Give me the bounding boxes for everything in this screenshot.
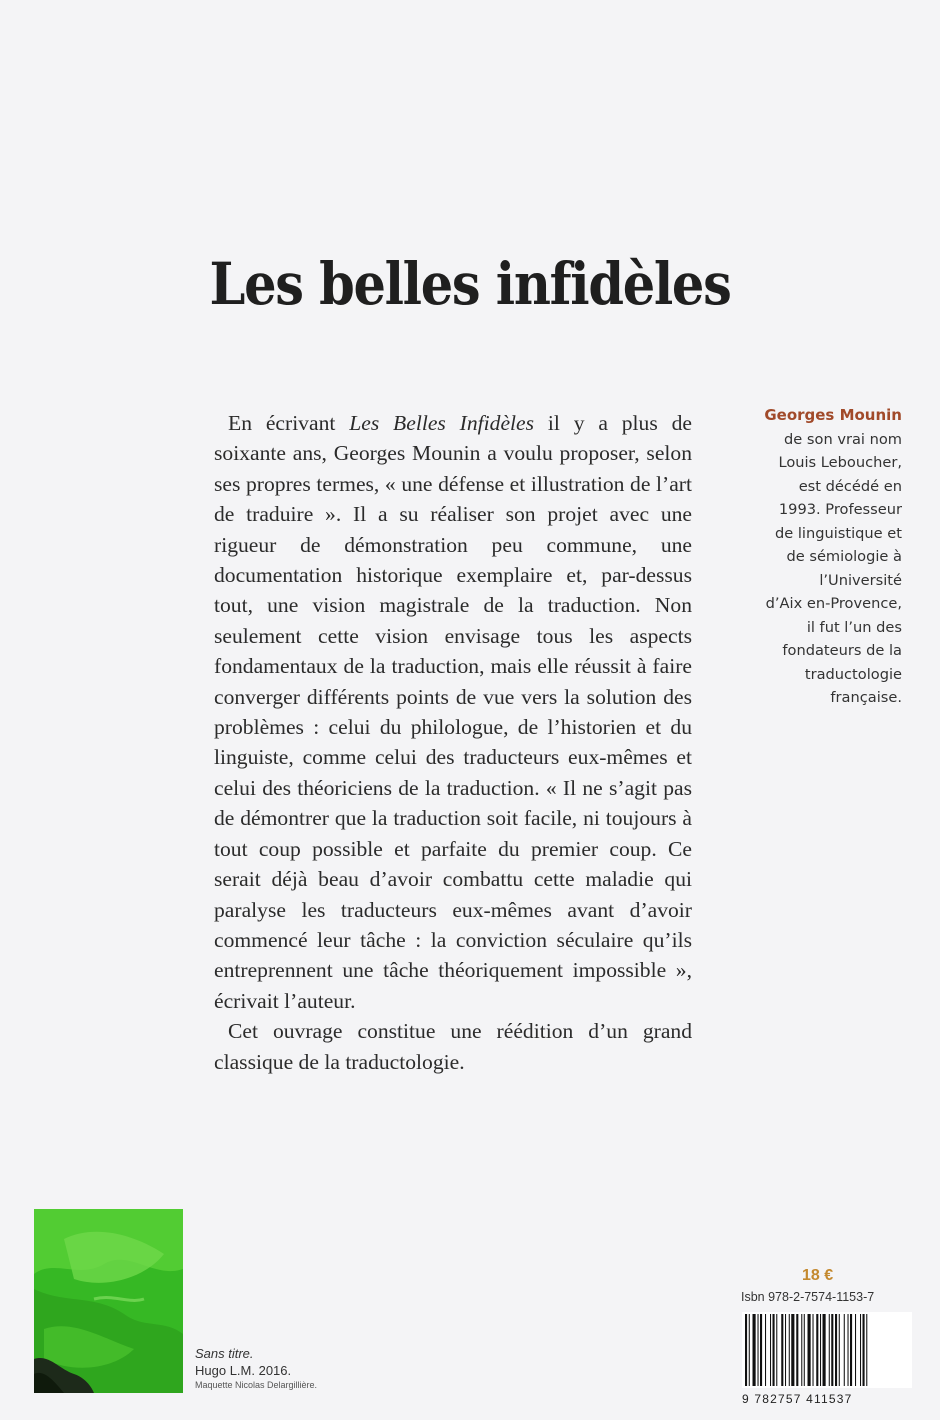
barcode-bar [863, 1314, 865, 1386]
barcode-bar [820, 1314, 821, 1386]
blurb-italic-title: Les Belles Infidèles [349, 411, 535, 435]
author-bio-line: Louis Leboucher, [778, 454, 902, 471]
barcode-bar [816, 1314, 818, 1386]
barcode-bar [823, 1314, 826, 1386]
barcode-bar [770, 1314, 771, 1386]
artwork-credits [195, 1345, 317, 1391]
author-name: Georges Mounin [764, 406, 902, 424]
barcode-bar [813, 1314, 814, 1386]
barcode-bar [749, 1314, 750, 1386]
barcode-bar [765, 1314, 766, 1386]
artwork-title: Sans titre. [195, 1346, 254, 1361]
author-bio-line: de linguistique et [774, 524, 902, 542]
barcode-bar [835, 1314, 837, 1386]
barcode-bar [791, 1314, 794, 1386]
barcode-bar [789, 1314, 790, 1386]
cover-painting [34, 1209, 183, 1393]
design-credit: Maquette Nicolas Delargillière. [195, 1380, 318, 1390]
author-bio-line: traductologie [804, 665, 902, 683]
barcode [742, 1312, 912, 1388]
blurb [214, 408, 692, 1077]
author-bio-line: est décédé en [798, 477, 902, 495]
price: 18 € [802, 1267, 834, 1284]
barcode-bar [855, 1314, 856, 1386]
author-bio [730, 404, 902, 710]
barcode-bar [831, 1314, 833, 1386]
author-bio-line: d’Aix en-Provence, [765, 595, 902, 612]
blurb-lead: En écrivant [228, 411, 350, 435]
author-bio-line: il fut l’un des [806, 618, 902, 636]
barcode-digits: 9 782757 411537 [742, 1392, 853, 1406]
barcode-bar [781, 1314, 783, 1386]
blurb-paragraph-2: Cet ouvrage constitue une réédition d’un grand classique de la traductologie. [214, 1019, 692, 1074]
barcode-bar [860, 1314, 861, 1386]
barcode-bar [829, 1314, 830, 1386]
barcode-bar [839, 1314, 840, 1386]
barcode-bar [785, 1314, 786, 1386]
barcode-bar [745, 1314, 747, 1386]
barcode-bar [808, 1314, 811, 1386]
painting-image [34, 1209, 183, 1393]
barcode-bar [801, 1314, 802, 1386]
barcode-bar [773, 1314, 775, 1386]
author-bio-line: l’Université [819, 571, 902, 589]
author-bio-line: fondateurs de la [782, 642, 902, 659]
barcode-bar [848, 1314, 849, 1386]
barcode-bar [796, 1314, 798, 1386]
barcode-bar [850, 1314, 852, 1386]
author-bio-line: de son vrai nom [784, 430, 902, 448]
barcode-bar [758, 1314, 759, 1386]
isbn: Isbn 978-2-7574-1153-7 [741, 1290, 875, 1304]
blurb-body: il y a plus de soixante ans, Georges Mounin a voulu proposer, selon ses propres termes, « une défense et illustration de l’art de traduire ». Il a su réaliser son projet avec une rigueur de démonstration peu commune, une documentation historique exemplaire et, par-dessus tout, une vision magistrale de la traduction. Non seulement cette vision envisage tous les aspects fondamentaux de la traduction, mais elle réussit à faire converger différents points de vue vers la solution des problèmes : celui du philologue, de l’historien et du linguiste, comme celui des traducteurs eux-mêmes et celui des théoriciens de la traduction. « Il ne s’agit pas de démontrer que la traduction soit facile, ni toujours à tout coup possible et parfaite du premier coup. Ce serait déjà beau d’avoir combattu cette maladie qui paralyse les traducteurs eux-mêmes avant d’avoir commencé leur tâche : la conviction séculaire qu’ils entreprennent une tâche théoriquement impossible », écrivait l’auteur. [214, 411, 692, 1013]
barcode-bar [844, 1314, 845, 1386]
barcode-bar [753, 1314, 756, 1386]
author-bio-line: de sémiologie à [786, 548, 902, 565]
book-title: Les belles infidèles [209, 250, 731, 318]
barcode-bar [776, 1314, 777, 1386]
author-bio-line: 1993. Professeur [778, 501, 902, 518]
blurb-paragraph-1 [214, 408, 692, 1016]
barcode-bar [804, 1314, 805, 1386]
artwork-artist: Hugo L.M. 2016. [195, 1363, 292, 1378]
author-bio-line: française. [830, 689, 902, 706]
barcode-bar [866, 1314, 867, 1386]
barcode-bar [760, 1314, 762, 1386]
